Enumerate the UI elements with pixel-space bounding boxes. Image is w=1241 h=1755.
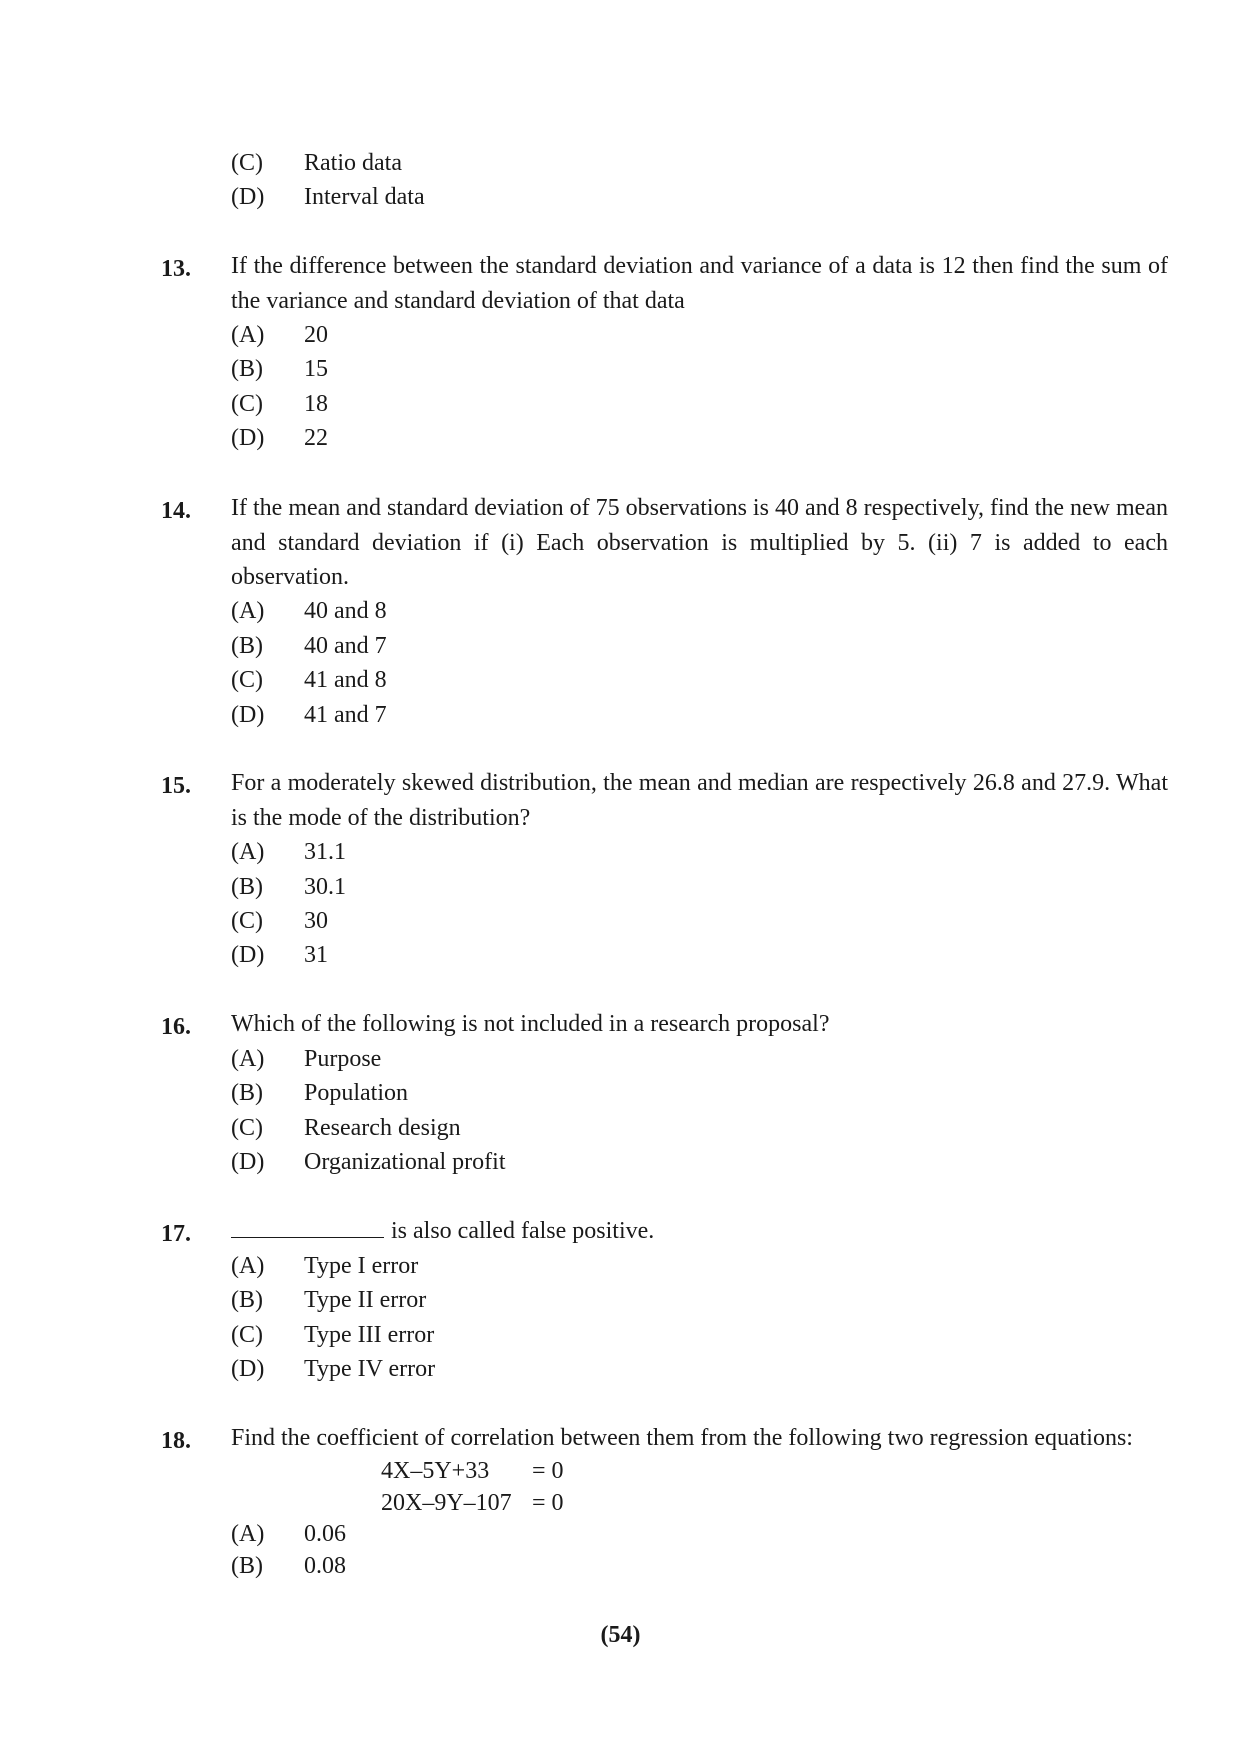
option-letter: (C)	[231, 391, 263, 417]
option-text: 40 and 7	[304, 633, 387, 659]
question-number: 13.	[161, 256, 191, 282]
option-letter: (D)	[231, 702, 265, 728]
option-letter: (A)	[231, 1046, 265, 1072]
option-text: 0.06	[304, 1521, 346, 1547]
question-text: For a moderately skewed distribution, the mean and median are respectively 26.8 and 27.9. What is the mode of the distribution?	[231, 770, 1168, 831]
option-text: 31	[304, 942, 328, 968]
equation-rhs: = 0	[532, 1490, 564, 1516]
equation-lhs: 20X–9Y–107	[381, 1490, 512, 1516]
option-letter: (C)	[231, 1322, 263, 1348]
question-text: is also called false positive.	[391, 1218, 655, 1244]
option-text: Population	[304, 1080, 409, 1106]
option-letter: (B)	[231, 1080, 263, 1106]
question-number: 14.	[161, 498, 191, 524]
option-text: Organizational profit	[304, 1149, 506, 1175]
option-text: 22	[304, 425, 328, 451]
question-number: 18.	[161, 1428, 191, 1454]
equation-lhs: 4X–5Y+33	[381, 1458, 490, 1484]
option-text: 30	[304, 908, 328, 934]
option-text: 30.1	[304, 874, 346, 900]
option-text: Purpose	[304, 1046, 382, 1072]
option-letter: (D)	[231, 184, 265, 210]
option-text: 40 and 8	[304, 598, 387, 624]
option-text: 15	[304, 356, 328, 382]
option-letter: (A)	[231, 1253, 265, 1279]
question-text-line	[231, 1214, 1168, 1249]
option-text: 18	[304, 391, 328, 417]
option-text: 31.1	[304, 839, 346, 865]
option-text: 0.08	[304, 1553, 346, 1579]
option-text: Ratio data	[304, 150, 402, 176]
question-text: If the mean and standard deviation of 75 observations is 40 and 8 respectively, find the new mean and standard deviation if (i) Each observation is multiplied by 5. (ii) 7 is added to each observation.	[231, 495, 1168, 590]
option-letter: (D)	[231, 1356, 265, 1382]
option-letter: (D)	[231, 1149, 265, 1175]
equation-rhs: = 0	[532, 1458, 564, 1484]
option-letter: (C)	[231, 1115, 263, 1141]
option-letter: (A)	[231, 1521, 265, 1547]
option-text: Type IV error	[304, 1356, 436, 1382]
question-text: Find the coefficient of correlation between them from the following two regression equations:	[231, 1425, 1133, 1451]
option-letter: (D)	[231, 425, 265, 451]
question-number: 17.	[161, 1221, 191, 1247]
option-text: Interval data	[304, 184, 425, 210]
option-letter: (D)	[231, 942, 265, 968]
page-number: (54)	[600, 1622, 641, 1648]
question-text: If the difference between the standard deviation and variance of a data is 12 then find the sum of the variance and standard deviation of that data	[231, 253, 1168, 314]
question-text: Which of the following is not included in a research proposal?	[231, 1011, 830, 1037]
option-letter: (A)	[231, 839, 265, 865]
question-number: 15.	[161, 773, 191, 799]
fill-in-blank	[231, 1215, 384, 1238]
option-text: Type I error	[304, 1253, 419, 1279]
option-letter: (A)	[231, 322, 265, 348]
option-letter: (B)	[231, 1287, 263, 1313]
option-letter: (B)	[231, 356, 263, 382]
option-letter: (B)	[231, 1553, 263, 1579]
option-letter: (B)	[231, 874, 263, 900]
option-text: Research design	[304, 1115, 461, 1141]
option-text: 20	[304, 322, 328, 348]
option-text: Type III error	[304, 1322, 435, 1348]
option-letter: (A)	[231, 598, 265, 624]
option-letter: (C)	[231, 908, 263, 934]
option-text: Type II error	[304, 1287, 427, 1313]
question-number: 16.	[161, 1014, 191, 1040]
option-letter: (C)	[231, 150, 263, 176]
option-letter: (B)	[231, 633, 263, 659]
option-text: 41 and 7	[304, 702, 387, 728]
option-letter: (C)	[231, 667, 263, 693]
option-text: 41 and 8	[304, 667, 387, 693]
